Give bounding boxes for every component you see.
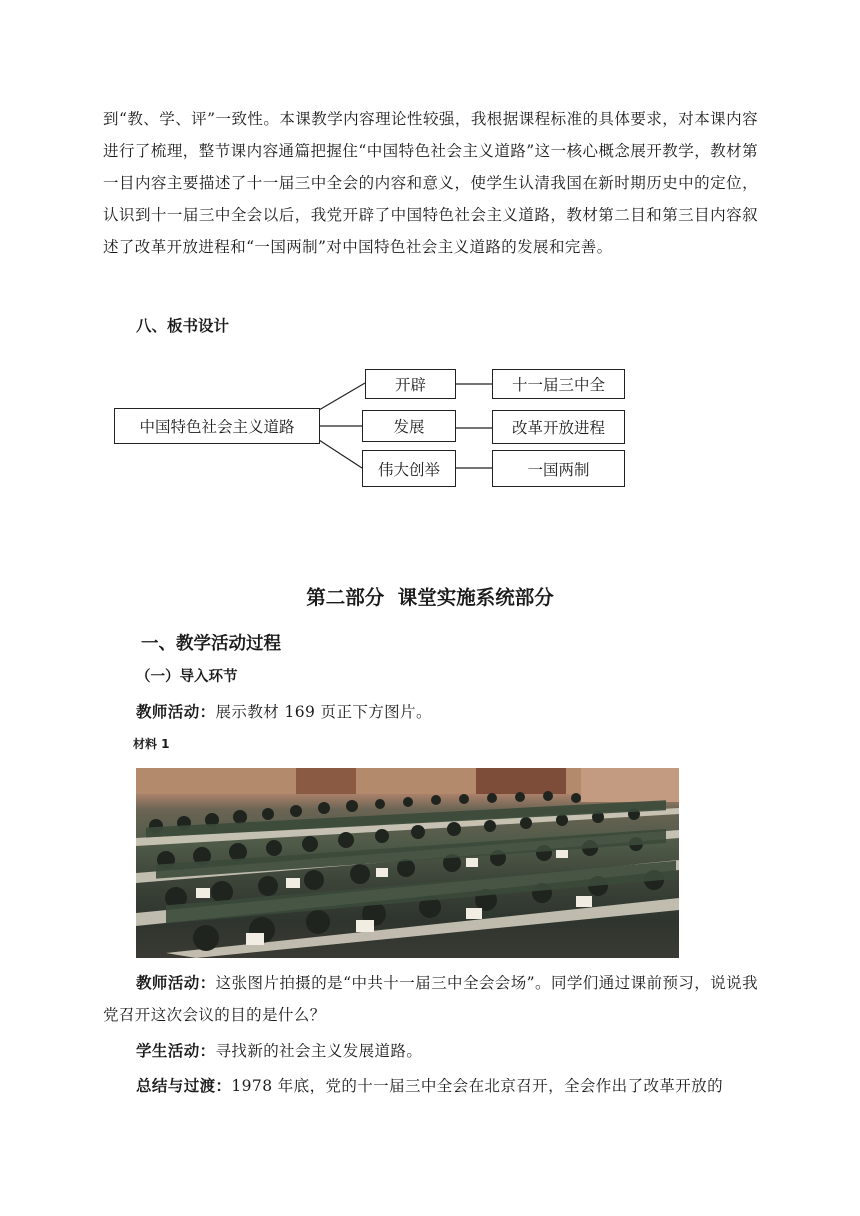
part-two-title: 第二部分 课堂实施系统部分 — [306, 586, 554, 609]
teacher-activity-2 — [103, 967, 758, 1031]
teacher-activity-1 — [136, 696, 758, 728]
summary-transition-label: 总结与过渡： — [136, 1077, 232, 1095]
board-branch-box-2: 发展 — [362, 410, 456, 442]
teacher-activity-2-label: 教师活动： — [136, 974, 216, 992]
board-detail-box-3: 一国两制 — [492, 450, 625, 487]
meeting-hall-illustration — [136, 768, 679, 958]
board-detail-box-1: 十一届三中全 — [492, 369, 625, 399]
teacher-activity-1-text: 展示教材 169 页正下方图片。 — [215, 703, 432, 721]
connector-root-branch-1 — [319, 383, 365, 410]
student-activity-label: 学生活动： — [136, 1042, 216, 1060]
summary-transition-text: 1978 年底，党的十一届三中全会在北京召开，全会作出了改革开放的 — [231, 1077, 723, 1095]
material-label: 材料 1 — [133, 737, 170, 751]
summary-transition — [103, 1070, 758, 1102]
board-branch-box-3: 伟大创举 — [362, 450, 456, 487]
intro-paragraph: 到“教、学、评”一致性。本课教学内容理论性较强，我根据课程标准的具体要求，对本课内容进行了梳理，整节课内容通篇把握住“中国特色社会主义道路”这一核心概念展开教学，教材第一目内容主要描述了十一届三中全会的内容和意义，使学生认清我国在新时期历史中的定位，认识到十一届三中全会以后，我党开辟了中国特色社会主义道路，教材第二目和第三目内容叙述了改革开放进程和“一国两制”对中国特色社会主义道路的发展和完善。 — [103, 110, 758, 256]
teacher-activity-1-label: 教师活动： — [136, 703, 216, 721]
section-one-heading: 一、教学活动过程 — [141, 634, 281, 654]
section-eight-heading: 八、板书设计 — [136, 317, 230, 335]
student-activity — [103, 1035, 758, 1067]
connector-root-branch-3 — [319, 440, 362, 468]
board-root-box: 中国特色社会主义道路 — [114, 408, 320, 444]
meeting-hall-photo — [136, 768, 679, 958]
board-branch-box-1: 开辟 — [365, 369, 456, 399]
student-activity-text: 寻找新的社会主义发展道路。 — [215, 1042, 423, 1060]
subsection-heading: （一）导入环节 — [136, 669, 238, 685]
teacher-activity-2-text: 这张图片拍摄的是“中共十一届三中全会会场”。同学们通过课前预习，说说我党召开这次会议的目的是什么？ — [103, 974, 758, 1024]
board-detail-box-2: 改革开放进程 — [492, 410, 625, 444]
